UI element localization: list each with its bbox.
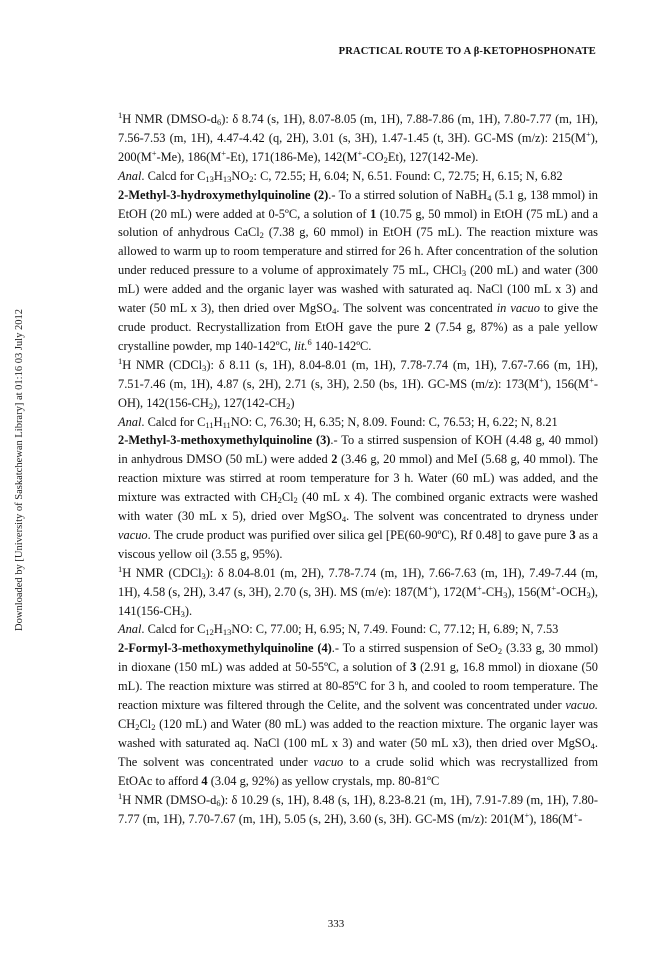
text-run: ), 156(M — [507, 584, 552, 599]
text-run: 4 — [341, 514, 347, 525]
elemental-analysis-paragraph — [118, 620, 598, 639]
text-run: H NMR (DMSO-d — [122, 792, 217, 807]
text-run: to give the crude product. Recrystallization from EtOH gave the pure — [118, 301, 598, 334]
text-run: ): δ 10.29 (s, 1H), 8.48 (s, 1H), 8.23-8.21 (m, 1H), 7.91-7.89 (m, 1H), 7.80-7.77 (m, 1H), 7.70-7.67 (m, 1H), 5.05 (s, 2H), 3.60 (s, 3H). GC-MS (m/z): 201(M — [118, 792, 598, 826]
text-run: -OH), 142(156-CH — [118, 376, 598, 410]
text-run: . Calcd for C — [141, 622, 206, 637]
text-run: - — [578, 811, 583, 826]
text-run: ): δ 8.04-8.01 (m, 2H), 7.78-7.74 (m, 1H), 7.66-7.63 (m, 1H), 7.49-7.44 (m, 1H), 4.58 (s, 2H), 3.47 (s, 3H), 2.70 (s, 3H). MS (m/e): 187(M — [118, 565, 598, 599]
text-run: 2 — [497, 646, 503, 657]
text-run: + — [573, 809, 579, 820]
text-run: (3.46 g, 20 mmol) and MeI (5.68 g, 40 mmol). The reaction mixture was stirred at room temperature for 3 h. Water (60 mL) was added, and the mixture was extracted with CH — [118, 452, 598, 505]
text-run: 13 — [205, 173, 214, 184]
text-run: H — [213, 168, 223, 183]
download-watermark: Downloaded by [University of Saskatchewan Library] at 01:16 03 July 2012 — [14, 309, 25, 631]
text-run: . The solvent was concentrated — [336, 301, 497, 316]
text-run: Cl — [139, 717, 152, 731]
italic-text: lit. — [294, 338, 308, 353]
text-run: as a viscous yellow oil (3.55 g, 95%). — [118, 527, 598, 561]
running-head: PRACTICAL ROUTE TO A β-KETOPHOSPHONATE — [338, 46, 596, 57]
text-run: NO: C, 76.30; H, 6.35; N, 8.09. Found: C, 76.53; H, 6.22; N, 8.21 — [230, 414, 558, 429]
text-run: 11 — [205, 419, 214, 430]
text-run: + — [357, 147, 363, 158]
text-run: ), 200(M — [118, 130, 598, 164]
italic-text: Anal — [118, 622, 142, 637]
nmr-data-paragraph — [118, 356, 598, 413]
text-run: 3 — [586, 589, 591, 600]
text-run: . Calcd for C — [141, 168, 206, 183]
compound-label: 3 — [569, 527, 576, 542]
italic-text: vacuo — [118, 527, 148, 542]
procedure-paragraph — [118, 431, 598, 563]
text-run: 4 — [590, 740, 595, 751]
text-run: 13 — [222, 173, 232, 184]
nmr-data-paragraph — [118, 110, 598, 167]
text-run: Cl — [281, 490, 294, 505]
text-run: . The solvent was concentrated to dryness under — [346, 509, 598, 524]
text-run: H — [213, 622, 223, 637]
text-run: 2 — [383, 154, 388, 165]
text-run: NO: C, 77.00; H, 6.95; N, 7.49. Found: C, 77.12; H, 6.89; N, 7.53 — [231, 622, 559, 637]
italic-text: vacuo. — [565, 698, 598, 713]
text-run: NO — [231, 168, 250, 183]
compound-label: 2 — [424, 319, 431, 334]
text-run: 6 — [307, 336, 312, 347]
text-run: to a crude solid which was recrystallized from EtOAc to afford — [118, 754, 598, 788]
text-run: ): δ 8.74 (s, 1H), 8.07-8.05 (m, 1H), 7.88-7.86 (m, 1H), 7.80-7.77 (m, 1H), 7.56-7.53 (m, 1H), 4.47-4.42 (q, 2H), 3.01 (s, 3H), 1.47-1.45 (t, 3H). GC-MS (m/z): 215(M — [118, 112, 598, 145]
text-run: 140-142ºC. — [311, 338, 372, 353]
text-run: + — [551, 582, 557, 593]
text-run: 3 — [180, 608, 185, 619]
text-run: ), 156(M — [544, 376, 590, 391]
italic-text: Anal — [118, 414, 142, 429]
text-run: H NMR (CDCl — [122, 357, 203, 372]
text-run: 2 — [293, 495, 298, 506]
text-run: ), 172(M — [432, 584, 477, 599]
text-run: -Me), 186(M — [156, 149, 222, 164]
text-run: 4 — [487, 192, 492, 203]
compound-label: 4 — [201, 773, 208, 788]
text-run: .- To a stirred suspension of SeO — [331, 641, 498, 656]
text-run: 2 — [277, 495, 282, 506]
text-run: 2 — [286, 400, 291, 411]
italic-text: Anal — [118, 168, 142, 183]
elemental-analysis-paragraph — [118, 167, 598, 186]
procedure-paragraph — [118, 639, 598, 790]
text-run: Et), 127(142-Me). — [387, 149, 479, 164]
text-run: : C, 72.55; H, 6.04; N, 6.51. Found: C, 72.75; H, 6.15; N, 6.82 — [253, 168, 563, 183]
page-number: 333 — [327, 918, 345, 930]
text-run: 3 — [461, 268, 467, 279]
text-run: H — [213, 414, 223, 429]
text-run: (2.91 g, 16.8 mmol) in dioxane (50 mL). The reaction mixture was stirred at 80-85ºC for 3 h, and cooled to room temperature. The reaction mixture was filtered through the Celite, and the solvent was concentrated under — [118, 660, 599, 713]
text-run: H NMR (CDCl — [122, 565, 202, 580]
text-run: 3 — [201, 570, 206, 581]
compound-label: 2 — [331, 452, 338, 467]
nmr-data-paragraph — [118, 791, 598, 829]
text-run: + — [428, 582, 433, 593]
text-run: + — [221, 147, 227, 158]
text-run: 2 — [135, 722, 140, 732]
text-run: 4 — [332, 306, 337, 317]
text-run: 1 — [118, 355, 123, 366]
article-body — [118, 110, 598, 828]
text-run: ), 141(156-CH — [118, 584, 598, 618]
text-run: 1 — [118, 563, 123, 574]
text-run: ), 127(142-CH — [213, 395, 287, 410]
text-run: -CO — [362, 149, 384, 164]
text-run: (7.38 g, 60 mmol) in EtOH (75 mL). The reaction mixture was allowed to warm up to room temperature and stirred for 26 h. After concentration of the solution under reduced pressure to a volume of approximately 75 mL, CHCl — [118, 225, 598, 278]
text-run: ) — [290, 395, 295, 410]
text-run: (3.04 g, 92%) as yellow crystals, mp. 80-81ºC — [207, 773, 440, 788]
text-run: .- To a stirred suspension of KOH (4.48 g, 40 mmol) in anhydrous DMSO (50 mL) were added — [118, 433, 598, 467]
text-run: 1 — [118, 790, 123, 801]
text-run: ): δ 8.11 (s, 1H), 8.04-8.01 (m, 1H), 7.78-7.74 (m, 1H), 7.67-7.66 (m, 1H), 7.51-7.46 (m, 1H), 4.87 (s, 2H), 2.71 (s, 3H), 2.50 (bs, 1H). GC-MS (m/z): 173(M — [118, 357, 599, 391]
text-run: + — [585, 128, 591, 139]
text-run: + — [476, 582, 482, 593]
text-run: -OCH — [556, 584, 587, 599]
text-run: 3 — [503, 589, 508, 600]
text-run: + — [539, 374, 545, 385]
text-run: (40 mL x 4). The combined organic extracts were washed with water (30 mL x 5), dried over MgSO — [118, 490, 599, 524]
text-run: 2 — [259, 230, 264, 241]
compound-label: 2-Methyl-3-hydroxymethylquinoline (2) — [118, 187, 329, 202]
text-run: 6 — [216, 117, 222, 127]
compound-label: 2-Formyl-3-methoxymethylquinoline (4) — [118, 641, 332, 656]
compound-label: 3 — [410, 660, 417, 675]
text-run: 12 — [205, 627, 214, 638]
text-run: + — [151, 147, 157, 158]
text-run: -Et), 171(186-Me), 142(M — [226, 149, 358, 164]
italic-text: vacuo — [313, 754, 344, 769]
text-run: -CH — [481, 584, 504, 599]
text-run: ), 186(M — [529, 811, 574, 826]
text-run: + — [589, 374, 594, 385]
text-run: (3.33 g, 30 mmol) in dioxane (150 mL) was added at 50-55ºC, a solution of — [118, 641, 598, 675]
text-run: 1 — [118, 110, 123, 120]
text-run: 3 — [202, 362, 207, 373]
text-run: . The solvent was concentrated under — [118, 735, 598, 769]
text-run: 6 — [216, 797, 221, 808]
text-run: 2 — [208, 400, 214, 411]
text-run: (7.54 g, 87%) as a pale yellow crystalline powder, mp 140-142ºC, — [118, 319, 599, 353]
text-run: H NMR (DMSO-d — [122, 112, 217, 126]
text-run: (120 mL) and Water (80 mL) was added to the reaction mixture. The organic layer was washed with saturated aq. NaCl (100 mL x 3) and water (50 mL x3), then dried over MgSO — [118, 717, 598, 750]
text-run: CH — [118, 717, 136, 731]
italic-text: in vacuo — [496, 301, 540, 316]
text-run: (10.75 g, 50 mmol) in EtOH (75 mL) and a solution of anhydrous CaCl — [118, 206, 598, 240]
procedure-paragraph — [118, 186, 598, 356]
text-run: (5.1 g, 138 mmol) in EtOH (20 mL) were added at 0-5ºC, a solution of — [118, 187, 598, 221]
text-run: ). — [184, 603, 193, 618]
text-run: 11 — [222, 419, 231, 430]
text-run: . Calcd for C — [141, 414, 206, 429]
text-run: .- To a stirred solution of NaBH — [328, 187, 488, 202]
text-run: 2 — [151, 722, 156, 732]
nmr-data-paragraph — [118, 564, 598, 621]
text-run: . The crude product was purified over silica gel [PE(60-90ºC), Rf 0.48] to gave pure — [147, 527, 570, 542]
compound-label: 1 — [370, 206, 377, 221]
text-run: (200 mL) and water (300 mL) were added and the organic layer was washed with saturated aq. NaCl (100 mL x 3) and water (50 mL x 3), then dried over MgSO — [118, 263, 598, 316]
text-run: 13 — [222, 627, 232, 638]
compound-label: 2-Methyl-3-methoxymethylquinoline (3) — [118, 433, 331, 448]
elemental-analysis-paragraph — [118, 413, 598, 432]
text-run: + — [524, 809, 530, 820]
text-run: 2 — [249, 173, 254, 184]
